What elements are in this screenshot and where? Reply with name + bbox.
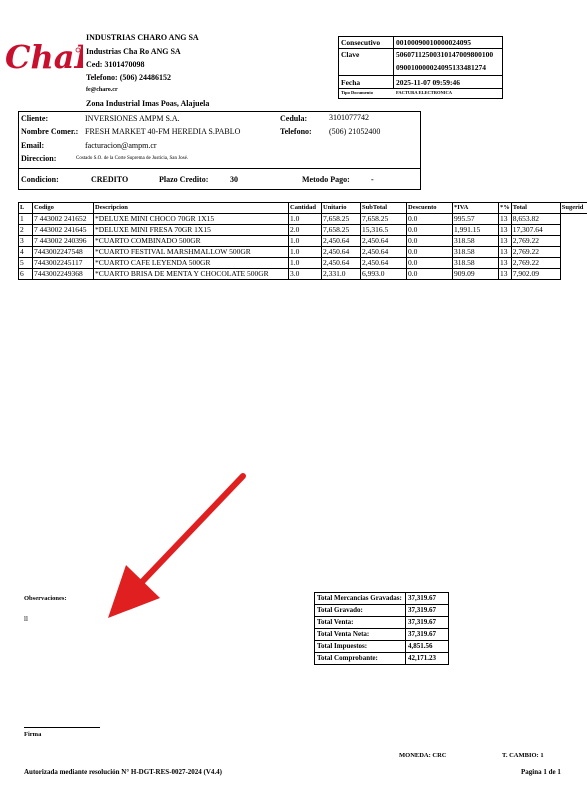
cell-unitario: 2,331.0	[322, 269, 361, 280]
cell-unitario: 2,450.64	[322, 258, 361, 269]
cell-descripcion: *DELUXE MINI CHOCO 70GR 1X15	[94, 214, 289, 225]
total-value: 37,319.67	[406, 593, 449, 605]
cell-cantidad: 2.0	[289, 225, 322, 236]
cell-iva-pct: 13	[499, 236, 512, 247]
cell-descuento: 0.0	[407, 258, 453, 269]
cell-total: 8,653.82	[511, 214, 560, 225]
total-value: 37,319.67	[406, 605, 449, 617]
clave-value-line1: 50607112500310147009800100	[396, 50, 494, 59]
totals-row	[315, 617, 449, 629]
firma-label: Firma	[24, 731, 42, 738]
cell-subtotal: 6,993.0	[361, 269, 407, 280]
plazo-credito-label: Plazo Credito:	[159, 175, 209, 184]
col-header-iva-pct: *%	[499, 203, 512, 214]
cliente-label: Cliente:	[21, 114, 49, 123]
cell-descuento: 0.0	[407, 269, 453, 280]
total-value: 42,171.23	[406, 653, 449, 665]
table-row	[19, 225, 587, 236]
cell-iva-pct: 13	[499, 225, 512, 236]
cell-cantidad: 1.0	[289, 247, 322, 258]
condicion-value: CREDITO	[91, 175, 129, 184]
company-email: fe@charo.cr	[86, 87, 118, 93]
logo-text: Cha	[5, 38, 75, 76]
cell-descripcion: *CUARTO COMBINADO 500GR	[94, 236, 289, 247]
metodo-pago-value: -	[371, 175, 374, 184]
cell-unitario: 7,658.25	[322, 225, 361, 236]
total-value: 37,319.67	[406, 617, 449, 629]
cell-subtotal: 15,316.5	[361, 225, 407, 236]
cedula-value: 3101077742	[329, 113, 369, 122]
cell-iva-pct: 13	[499, 214, 512, 225]
cell-iva-pct: 13	[499, 247, 512, 258]
items-table	[18, 202, 587, 280]
cell-codigo: 7443002249368	[33, 269, 94, 280]
cell-cantidad: 3.0	[289, 269, 322, 280]
company-phone: Telefono: (506) 24486152	[86, 73, 172, 82]
cliente-value: INVERSIONES AMPM S.A.	[85, 114, 180, 123]
cell-iva: 995.57	[453, 214, 499, 225]
document-header-box	[338, 36, 503, 99]
plazo-credito-value: 30	[230, 175, 238, 184]
cell-unitario: 2,450.64	[322, 236, 361, 247]
totals-row	[315, 641, 449, 653]
tipo-documento-label: Tipo Documento	[341, 90, 374, 95]
tipo-documento-value: FACTURA ELECTRONICA	[396, 90, 453, 95]
red-arrow-icon	[100, 470, 250, 622]
totals-row	[315, 653, 449, 665]
total-label: Total Venta Neta:	[315, 629, 406, 641]
cell-subtotal: 2,450.64	[361, 236, 407, 247]
cell-codigo: 7 443002 241652	[33, 214, 94, 225]
cell-cantidad: 1.0	[289, 258, 322, 269]
cell-total: 17,307.64	[511, 225, 560, 236]
condicion-label: Condicion:	[21, 175, 59, 184]
nombre-comercial-label: Nombre Comer.:	[21, 127, 79, 136]
company-name-upper: INDUSTRIAS CHARO ANG SA	[86, 33, 199, 42]
table-row	[19, 214, 587, 225]
total-label: Total Venta:	[315, 617, 406, 629]
direccion-value: Costado S.O. de la Corte Suprema de Justicia, San José.	[76, 156, 189, 161]
client-info-box	[18, 111, 421, 190]
cell-iva: 318.58	[453, 258, 499, 269]
col-header-iva: *IVA	[453, 203, 499, 214]
table-row	[19, 247, 587, 258]
cell-codigo: 7 443002 240396	[33, 236, 94, 247]
consecutivo-value: 00100090010000024095	[396, 38, 471, 47]
cell-descuento: 0.0	[407, 214, 453, 225]
direccion-label: Direccion:	[21, 154, 57, 163]
cell-descuento: 0.0	[407, 247, 453, 258]
col-header-descripcion: Descripcion	[94, 203, 289, 214]
col-header-sugerido: Sugerid	[560, 203, 587, 214]
page-number: Pagina 1 de 1	[521, 768, 561, 776]
col-header-codigo: Codigo	[33, 203, 94, 214]
cell-subtotal: 2,450.64	[361, 247, 407, 258]
cell-codigo: 7443002245117	[33, 258, 94, 269]
cell-total: 2,769.22	[511, 247, 560, 258]
cell-line: 4	[19, 247, 33, 258]
table-row	[19, 236, 587, 247]
totals-table	[314, 592, 449, 665]
cell-codigo: 7443002247548	[33, 247, 94, 258]
company-address: Zona Industrial Imas Poas, Alajuela	[86, 99, 210, 108]
cell-iva: 1,991.15	[453, 225, 499, 236]
totals-row	[315, 629, 449, 641]
col-header-descuento: Descuento	[407, 203, 453, 214]
cell-iva-pct: 13	[499, 269, 512, 280]
email-value: facturacion@ampm.cr	[85, 141, 157, 150]
total-label: Total Impuestos:	[315, 641, 406, 653]
tipo-cambio-label: T. CAMBIO: 1	[502, 752, 544, 759]
company-ced: Ced: 3101470098	[86, 60, 145, 69]
cell-iva-pct: 13	[499, 258, 512, 269]
cell-descripcion: *CUARTO CAFE LEYENDA 500GR	[94, 258, 289, 269]
cell-descripcion: *CUARTO FESTIVAL MARSHMALLOW 500GR	[94, 247, 289, 258]
col-header-unitario: Unitario	[322, 203, 361, 214]
company-logo	[3, 36, 83, 78]
col-header-line: L	[19, 203, 33, 214]
totals-row	[315, 605, 449, 617]
items-table-header	[19, 203, 587, 214]
cell-unitario: 7,658.25	[322, 214, 361, 225]
cell-unitario: 2,450.64	[322, 247, 361, 258]
cell-iva: 909.09	[453, 269, 499, 280]
nombre-comercial-value: FRESH MARKET 40-FM HEREDIA S.PABLO	[85, 127, 241, 136]
cell-iva: 318.58	[453, 236, 499, 247]
cell-codigo: 7 443002 241645	[33, 225, 94, 236]
totals-row	[315, 593, 449, 605]
email-label: Email:	[21, 141, 45, 150]
col-header-subtotal: SubTotal	[361, 203, 407, 214]
clave-label: Clave	[341, 50, 360, 59]
cell-line: 2	[19, 225, 33, 236]
table-row	[19, 269, 587, 280]
cell-iva: 318.58	[453, 247, 499, 258]
cell-subtotal: 7,658.25	[361, 214, 407, 225]
fecha-value: 2025-11-07 09:59:46	[396, 78, 460, 87]
cell-descripcion: *DELUXE MINI FRESA 70GR 1X15	[94, 225, 289, 236]
col-header-cantidad: Cantidad	[289, 203, 322, 214]
cell-total: 2,769.22	[511, 236, 560, 247]
cell-cantidad: 1.0	[289, 236, 322, 247]
company-name: Industrias Cha Ro ANG SA	[86, 47, 181, 56]
cell-line: 6	[19, 269, 33, 280]
total-label: Total Mercancias Gravadas:	[315, 593, 406, 605]
consecutivo-label: Consecutivo	[341, 38, 381, 47]
telefono-value: (506) 21052400	[329, 127, 381, 136]
cedula-label: Cedula:	[280, 114, 308, 123]
cell-descuento: 0.0	[407, 236, 453, 247]
signature-line	[24, 727, 100, 728]
total-value: 37,319.67	[406, 629, 449, 641]
total-label: Total Comprobante:	[315, 653, 406, 665]
cell-total: 7,902.09	[511, 269, 560, 280]
table-row	[19, 258, 587, 269]
observaciones-label: Observaciones:	[24, 595, 67, 602]
cell-subtotal: 2,450.64	[361, 258, 407, 269]
total-label: Total Gravado:	[315, 605, 406, 617]
autorizacion-text: Autorizada mediante resolución N° H-DGT-RES-0027-2024 (V4.4)	[24, 768, 223, 776]
cell-line: 3	[19, 236, 33, 247]
clave-value-line2: 090010000024095133481274	[396, 63, 486, 72]
cell-line: 5	[19, 258, 33, 269]
telefono-label: Telefono:	[280, 127, 312, 136]
cell-cantidad: 1.0	[289, 214, 322, 225]
total-value: 4,851.56	[406, 641, 449, 653]
cell-descuento: 0.0	[407, 225, 453, 236]
col-header-total: Total	[511, 203, 560, 214]
moneda-label: MONEDA: CRC	[399, 752, 447, 759]
cell-descripcion: *CUARTO BRISA DE MENTA Y CHOCOLATE 500GR	[94, 269, 289, 280]
fecha-label: Fecha	[341, 78, 361, 87]
observaciones-value: ll	[24, 615, 28, 623]
metodo-pago-label: Metodo Pago:	[302, 175, 350, 184]
cell-total: 2,769.22	[511, 258, 560, 269]
cell-line: 1	[19, 214, 33, 225]
